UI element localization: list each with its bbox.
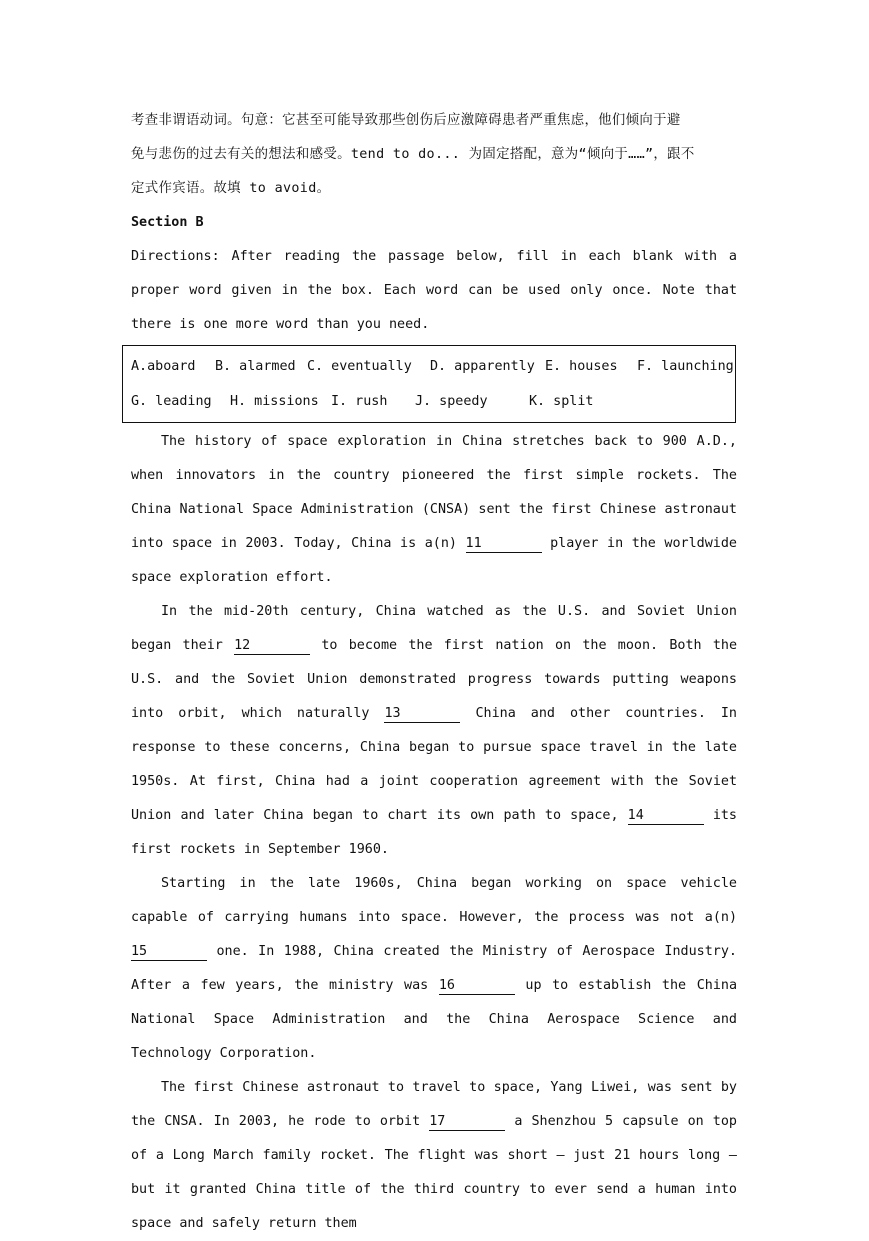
passage-text: its first rockets in September 1960.	[131, 808, 737, 857]
passage-text: player in the worldwide space exploration effort.	[131, 536, 737, 585]
word-option: C. eventually	[307, 359, 412, 374]
word-option: D. apparently	[430, 359, 535, 374]
passage-text: a Shenzhou 5 capsule on top of a Long March family rocket. The flight was short – just 21 hours long – but it granted China title of the third country to ever send a human into space and safely return them	[131, 1114, 737, 1231]
blank-16[interactable]: 16	[439, 978, 515, 995]
passage-text: The first Chinese astronaut to travel to space, Yang Liwei, was sent by the CNSA. In 2003, he rode to orbit	[131, 1080, 737, 1129]
explanation-line: 免与悲伤的过去有关的想法和感受。tend to do... 为固定搭配，意为“倾向于……”，跟不	[131, 147, 695, 162]
word-box-row	[131, 349, 735, 384]
word-option: B. alarmed	[215, 359, 296, 374]
word-option: A.aboard	[131, 359, 196, 374]
passage-text: one. In 1988, China created the Ministry of Aerospace Industry. After a few years, the ministry was	[131, 944, 737, 993]
word-option: G. leading	[131, 394, 212, 409]
word-option: J. speedy	[415, 394, 488, 409]
passage-text: The history of space exploration in China stretches back to 900 A.D., when innovators in the country pioneered the first simple rockets. The China National Space Administration (CNSA) sent the first Chinese astronaut into space in 2003. Today, China is a(n)	[131, 434, 737, 551]
passage-text: to become the first nation on the moon. Both the U.S. and the Soviet Union demonstrated progress towards putting weapons into orbit, which naturally	[131, 638, 738, 721]
blank-11[interactable]: 11	[466, 536, 542, 553]
passage-paragraph-1	[131, 425, 737, 595]
page-content	[131, 104, 737, 1241]
word-option: K. split	[529, 394, 594, 409]
blank-15[interactable]: 15	[131, 944, 207, 961]
word-option: H. missions	[230, 394, 319, 409]
passage-text: China and other countries. In response to these concerns, China began to pursue space travel in the late 1950s. At first, China had a joint cooperation agreement with the Soviet Union and later China began to chart its own path to space,	[131, 706, 737, 823]
blank-13[interactable]: 13	[384, 706, 460, 723]
blank-12[interactable]: 12	[234, 638, 310, 655]
passage-paragraph-4	[131, 1071, 737, 1241]
passage-text: In the mid-20th century, China watched as the U.S. and Soviet Union began their	[131, 604, 737, 653]
answer-explanation	[131, 104, 737, 206]
blank-14[interactable]: 14	[628, 808, 704, 825]
word-box-row	[131, 384, 735, 419]
section-title: Section B	[131, 215, 204, 230]
blank-17[interactable]: 17	[429, 1114, 505, 1131]
passage-paragraph-2	[131, 595, 737, 867]
passage-text: up to establish the China National Space Administration and the China Aerospace Science and Technology Corporation.	[131, 978, 738, 1061]
word-option: F. launching	[637, 359, 734, 374]
word-option: I. rush	[331, 394, 388, 409]
directions: Directions: After reading the passage below, fill in each blank with a proper word given in the box. Each word can be used only once. Note that there is one more word than you need.	[131, 249, 737, 332]
passage-paragraph-3	[131, 867, 737, 1071]
word-box	[122, 345, 736, 423]
explanation-line: 考查非谓语动词。句意：它甚至可能导致那些创伤后应激障碍患者严重焦虑，他们倾向于避	[131, 113, 681, 128]
word-option: E. houses	[545, 359, 618, 374]
passage-text: Starting in the late 1960s, China began working on space vehicle capable of carrying humans into space. However, the process was not a(n)	[131, 876, 737, 925]
explanation-line: 定式作宾语。故填 to avoid。	[131, 181, 331, 196]
